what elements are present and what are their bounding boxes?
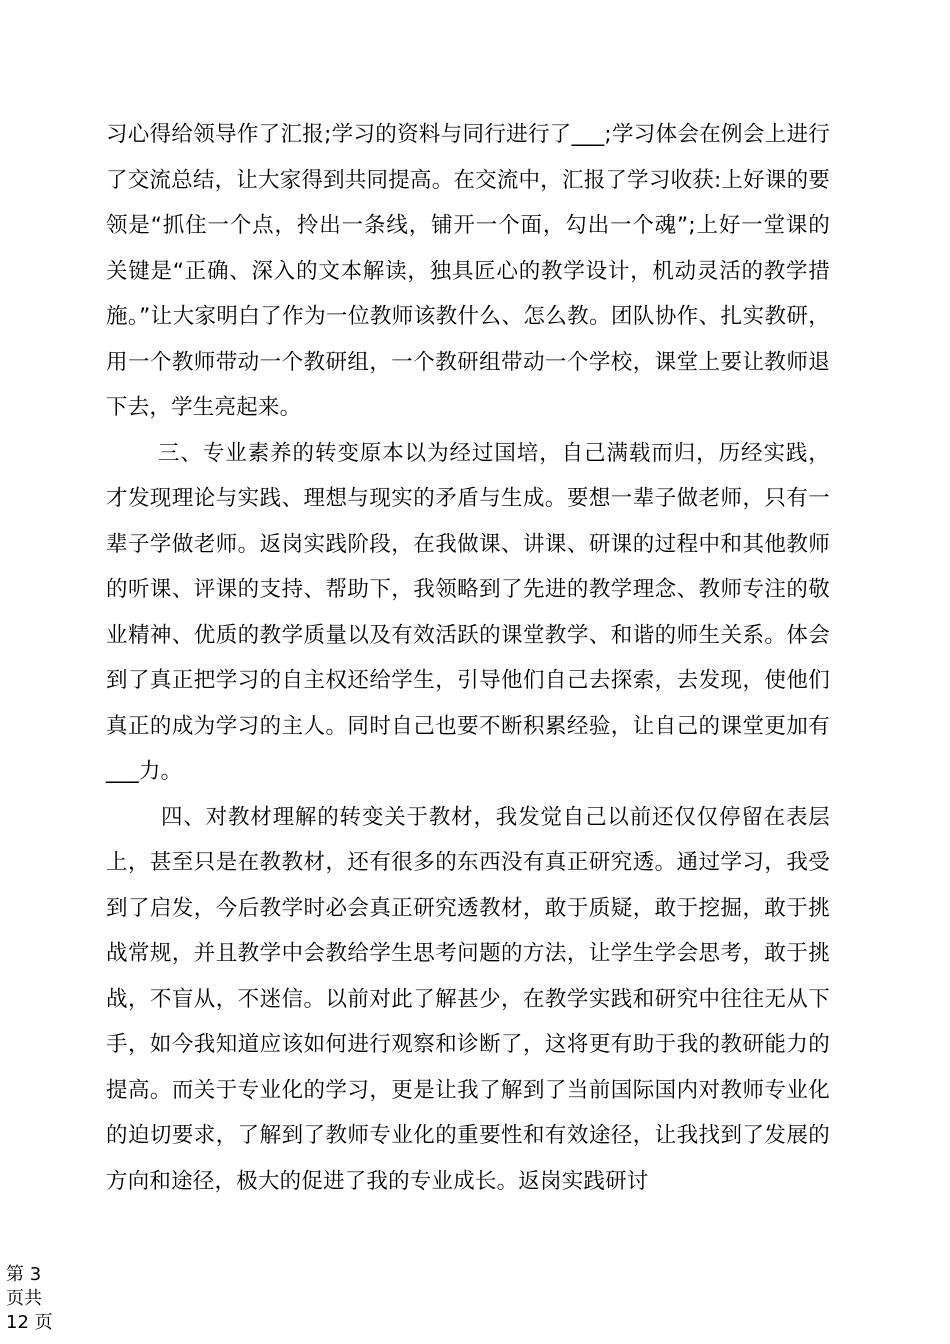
paragraph-3: 四、对教材理解的转变关于教材，我发觉自己以前还仅仅停留在表层上，甚至只是在教教材，还有很多的东西没有真正研究透。通过学习，我受到了启发，今后教学时必会真正研究透教材，敢于质疑，敢于挖掘，敢于挑战常规，并且教学中会教给学生思考问题的方法，让学生学会思考，敢于挑战，不盲从，不迷信。以前对此了解甚少，在教学实践和研究中往往无从下手，如今我知道应该如何进行观察和诊断了，这将更有助于我的教研能力的提高。而关于专业化的学习，更是让我了解到了当前国际国内对教师专业化的迫切要求，了解到了教师专业化的重要性和有效途径，让我找到了发展的方向和途径，极大的促进了我的专业成长。返岗实践研讨 bbox=[106, 804, 830, 1194]
page-number-line-2: 页共 bbox=[6, 1288, 42, 1309]
document-body bbox=[106, 112, 830, 1204]
page-number-line-3: 12 页 bbox=[6, 1312, 53, 1333]
paragraph-2: 三、专业素养的转变原本以为经过国培，自己满载而归，历经实践，才发现理论与实践、理想与现实的矛盾与生成。要想一辈子做老师，只有一辈子学做老师。返岗实践阶段，在我做课、讲课、研课的过程中和其他教师的听课、评课的支持、帮助下，我领略到了先进的教学理念、教师专注的敬业精神、优质的教学质量以及有效活跃的课堂教学、和谐的师生关系。体会到了真正把学习的自主权还给学生，引导他们自己去探索，去发现，使他们真正的成为学习的主人。同时自己也要不断积累经验，让自己的课堂更加有___力。 bbox=[106, 440, 830, 784]
page-number-footer bbox=[6, 1263, 66, 1335]
page-number-line-1: 第 3 bbox=[6, 1264, 42, 1285]
paragraph-1: 习心得给领导作了汇报;学习的资料与同行进行了___;学习体会在例会上进行了交流总结，让大家得到共同提高。在交流中，汇报了学习收获:上好课的要领是“抓住一个点，拎出一条线，铺开一个面，勾出一个魂”;上好一堂课的关键是“正确、深入的文本解读，独具匠心的教学设计，机动灵活的教学措施。”让大家明白了作为一位教师该教什么、怎么教。团队协作、扎实教研，用一个教师带动一个教研组，一个教研组带动一个学校，课堂上要让教师退下去，学生亮起来。 bbox=[106, 122, 830, 420]
